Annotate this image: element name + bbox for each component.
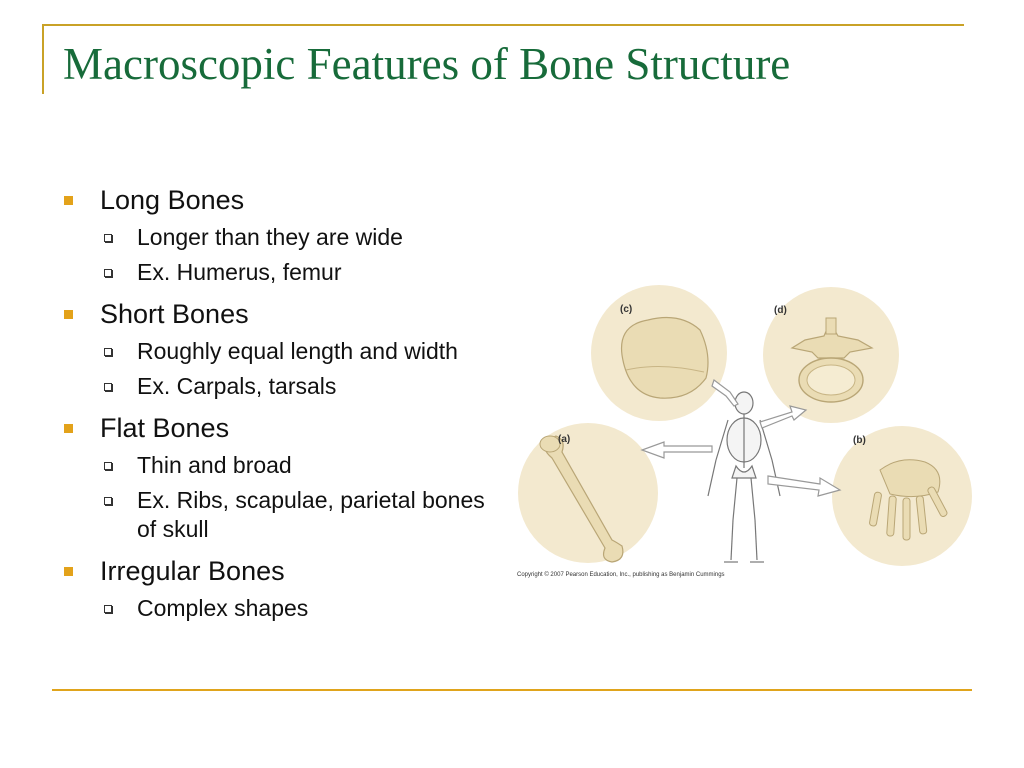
bottom-rule (52, 689, 972, 691)
sub-bullet-text: Ex. Ribs, scapulae, parietal bones of skull (137, 487, 485, 542)
sub-bullet-text: Roughly equal length and width (137, 338, 458, 364)
label-a: (a) (558, 434, 571, 445)
sub-bullet (62, 223, 492, 252)
sub-bullet-text: Ex. Humerus, femur (137, 259, 342, 285)
hollow-square-bullet-icon (104, 234, 112, 242)
hollow-square-bullet-icon (104, 383, 112, 391)
square-bullet-icon (64, 567, 73, 576)
hollow-square-bullet-icon (104, 348, 112, 356)
square-bullet-icon (64, 424, 73, 433)
bullet-label: Short Bones (100, 299, 249, 329)
sub-bullet-text: Longer than they are wide (137, 224, 403, 250)
hollow-square-bullet-icon (104, 269, 112, 277)
label-c: (c) (620, 304, 633, 315)
sub-bullet-text: Thin and broad (137, 452, 292, 478)
label-d: (d) (774, 305, 787, 316)
bullet-label: Flat Bones (100, 413, 230, 443)
top-rule (42, 24, 964, 26)
bullet-label: Irregular Bones (100, 556, 285, 586)
slide-title: Macroscopic Features of Bone Structure (63, 39, 791, 89)
copyright-note: Copyright © 2007 Pearson Education, Inc., publishing as Benjamin Cummings (517, 572, 725, 578)
sub-bullet (62, 594, 492, 623)
flat-bone-drawing (622, 318, 708, 399)
hollow-square-bullet-icon (104, 497, 112, 505)
sub-bullet (62, 372, 492, 401)
sub-bullet (62, 337, 492, 366)
bullet-short-bones (62, 297, 492, 331)
hollow-square-bullet-icon (104, 605, 112, 613)
label-b: (b) (853, 435, 866, 446)
sub-bullet (62, 258, 492, 287)
left-rule (42, 24, 44, 94)
bullet-label: Long Bones (100, 185, 245, 215)
sub-bullet-text: Ex. Carpals, tarsals (137, 373, 337, 399)
sub-bullet-text: Complex shapes (137, 595, 309, 621)
bullet-list (62, 183, 492, 623)
bullet-flat-bones (62, 411, 492, 445)
bone-types-figure (515, 285, 975, 585)
sub-bullet (62, 486, 492, 544)
bullet-irregular-bones (62, 554, 492, 588)
square-bullet-icon (64, 196, 73, 205)
sub-bullet (62, 451, 492, 480)
bullet-long-bones (62, 183, 492, 217)
circle-a (518, 423, 658, 563)
square-bullet-icon (64, 310, 73, 319)
hollow-square-bullet-icon (104, 462, 112, 470)
